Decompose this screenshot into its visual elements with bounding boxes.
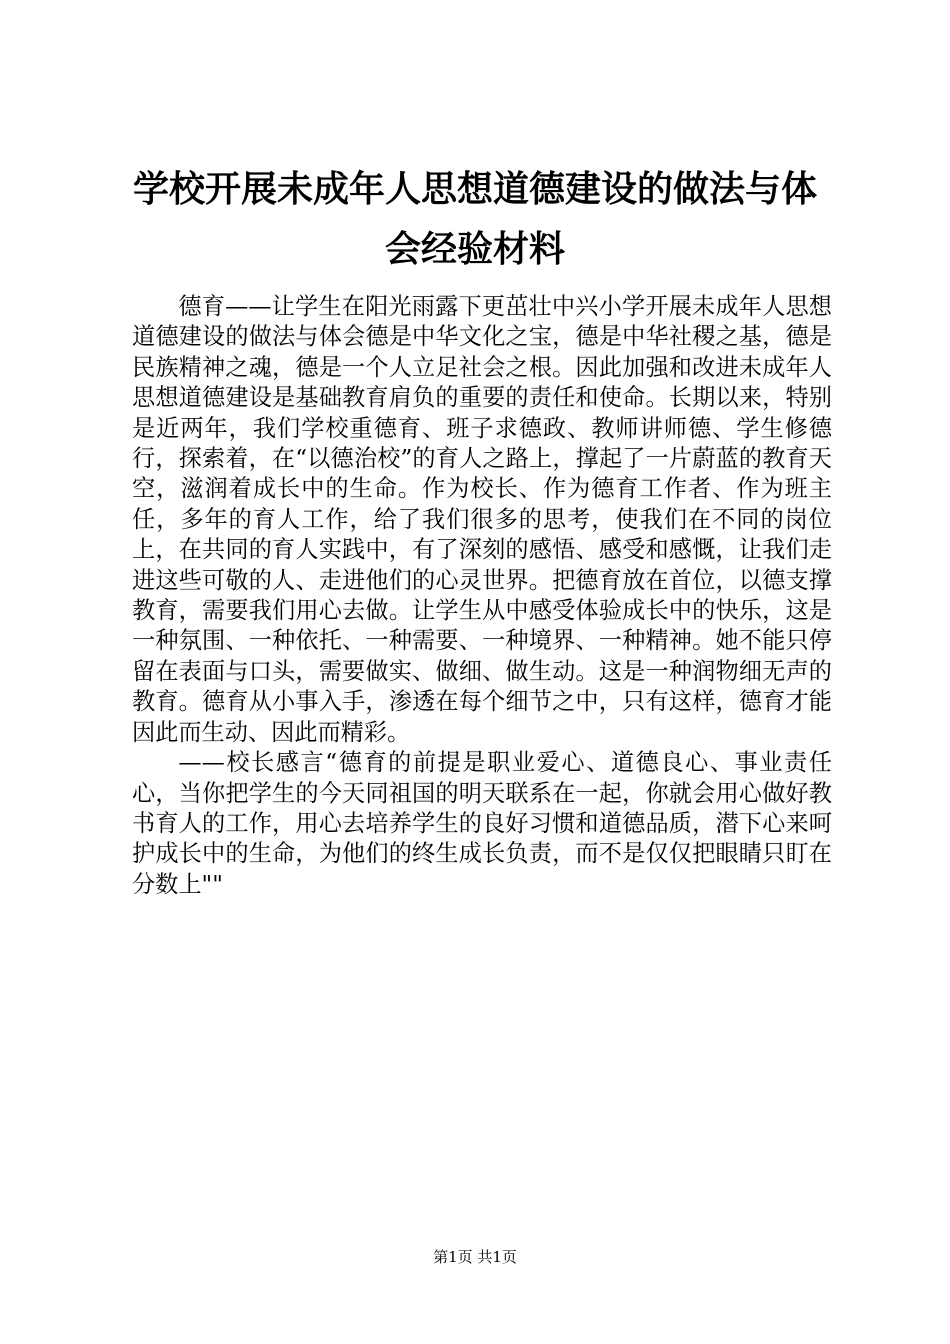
document-body bbox=[132, 292, 832, 900]
paragraph-1: 德育——让学生在阳光雨露下更茁壮中兴小学开展未成年人思想道德建设的做法与体会德是中华文化之宝，德是中华社稷之基，德是民族精神之魂，德是一个人立足社会之根。因此加强和改进未成年人思想道德建设是基础教育肩负的重要的责任和使命。长期以来，特别是近两年，我们学校重德育、班子求德政、教师讲师德、学生修德行，探索着，在“以德治校”的育人之路上，撑起了一片蔚蓝的教育天空，滋润着成长中的生命。作为校长、作为德育工作者、作为班主任，多年的育人工作，给了我们很多的思考，使我们在不同的岗位上，在共同的育人实践中，有了深刻的感悟、感受和感慨，让我们走进这些可敬的人、走进他们的心灵世界。把德育放在首位，以德支撑教育，需要我们用心去做。让学生从中感受体验成长中的快乐，这是一种氛围、一种依托、一种需要、一种境界、一种精神。她不能只停留在表面与口头，需要做实、做细、做生动。这是一种润物细无声的教育。德育从小事入手，渗透在每个细节之中，只有这样，德育才能因此而生动、因此而精彩。 bbox=[132, 293, 832, 746]
page-number: 第1页 共1页 bbox=[433, 1248, 517, 1266]
paragraph-2: ——校长感言“德育的前提是职业爱心、道德良心、事业责任心，当你把学生的今天同祖国的明天联系在一起，你就会用心做好教书育人的工作，用心去培养学生的良好习惯和道德品质，潜下心来呵护成长中的生命，为他们的终生成长负责，而不是仅仅把眼睛只盯在分数上"" bbox=[132, 749, 832, 898]
document-title: 学校开展未成年人思想道德建设的做法与体会经验材料 bbox=[132, 169, 817, 270]
